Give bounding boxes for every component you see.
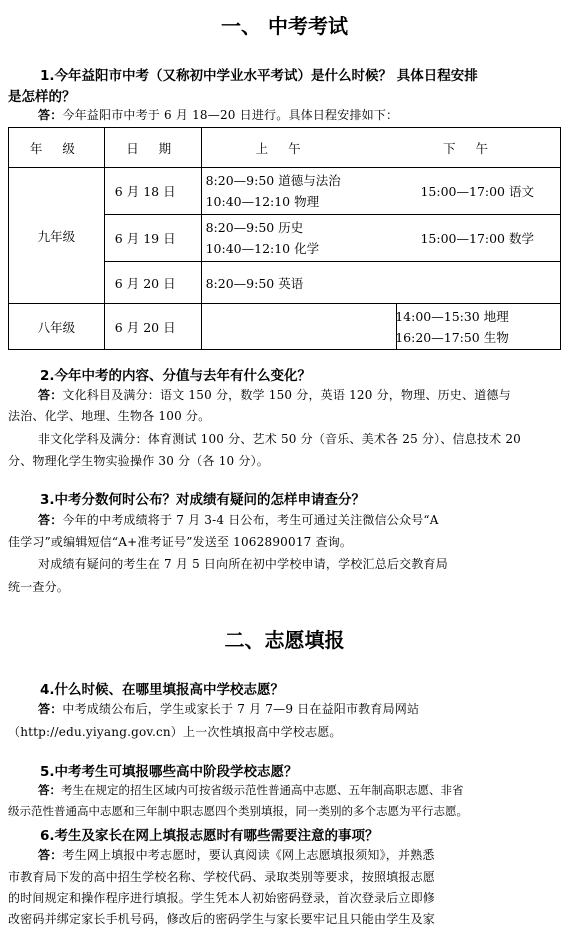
question-1-title-line2: 是怎样的？ xyxy=(8,89,76,105)
date-cell: 6 月 20 日 xyxy=(104,262,201,304)
exam-schedule-table xyxy=(8,127,561,350)
answer-text: 考生在规定的招生区域内可按省级示范性普通高中志愿、五年制高职志愿、非省 xyxy=(61,783,464,797)
grade-9-cell: 九年级 xyxy=(9,168,105,304)
question-2-line4: 分、物理化学生物实验操作 30 分（各 10 分）。 xyxy=(8,454,269,468)
header-date: 日 期 xyxy=(104,128,201,168)
question-3-line3: 对成绩有疑问的考生在 7 月 5 日向所在初中学校申请，学校汇总后交教育局 xyxy=(38,557,448,571)
morning-slot: 8:20—9:50 道德与法治 xyxy=(205,173,341,188)
question-6-title: 6.考生及家长在网上填报志愿时有哪些需要注意的事项？ xyxy=(40,828,379,844)
afternoon-slots xyxy=(395,306,556,348)
schedule-cell: 8:20—9:50 英语 xyxy=(201,262,560,304)
question-3-title: 3.中考分数何时公布？对成绩有疑问的怎样申请查分？ xyxy=(40,492,366,508)
answer-label: 答： xyxy=(38,848,63,862)
table-row xyxy=(9,168,561,215)
afternoon-slot: 14:00—15:30 地理 xyxy=(395,308,509,324)
question-2-line2: 法治、化学、地理、生物各 100 分。 xyxy=(8,409,211,423)
header-afternoon: 下 午 xyxy=(443,140,496,156)
schedule-cell xyxy=(201,215,560,262)
question-1-answer xyxy=(38,106,398,123)
afternoon-cell xyxy=(397,304,561,350)
question-5-title: 5.中考考生可填报哪些高中阶段学校志愿？ xyxy=(40,764,298,780)
question-6-line1 xyxy=(38,846,435,863)
answer-text: 考生网上填报中考志愿时，要认真阅读《网上志愿填报须知》，并熟悉 xyxy=(62,848,435,862)
answer-label: 答： xyxy=(38,702,63,716)
question-6-line2: 市教育局下发的高中招生学校名称、学校代码、录取类别等要求，按照填报志愿 xyxy=(8,870,436,884)
question-6-line4: 改密码并绑定家长手机号码，修改后的密码学生与家长要牢记且只能由学生及家 xyxy=(8,912,436,926)
afternoon-slot: 15:00—17:00 数学 xyxy=(420,231,534,246)
question-2-line3: 非文化学科及满分：体育测试 100 分、艺术 50 分（音乐、美术各 25 分）、信息技术 20 xyxy=(38,432,522,446)
afternoon-slot: 16:20—17:50 生物 xyxy=(395,329,509,345)
answer-label: 答： xyxy=(38,388,63,402)
table-header-row xyxy=(9,128,561,168)
question-2-title: 2.今年中考的内容、分值与去年有什么变化？ xyxy=(40,368,312,384)
date-cell: 6 月 18 日 xyxy=(104,168,201,215)
section-1-title: 一、 中考考试 xyxy=(221,14,348,38)
answer-label: 答： xyxy=(38,108,63,122)
answer-text: 今年益阳市中考于 6 月 18—20 日进行。具体日程安排如下： xyxy=(62,108,399,122)
morning-slots xyxy=(206,217,320,259)
header-grade: 年 级 xyxy=(9,128,105,168)
question-3-line2: 佳学习”或编辑短信“A+准考证号”发送至 1062890017 查询。 xyxy=(8,535,353,549)
question-4-line2: （http://edu.yiyang.gov.cn）上一次性填报高中学校志愿。 xyxy=(8,725,342,739)
header-morning: 上 午 xyxy=(255,140,309,156)
table-row xyxy=(9,304,561,350)
schedule-cell xyxy=(201,168,560,215)
answer-label: 答： xyxy=(38,513,63,527)
question-4-title: 4.什么时候、在哪里填报高中学校志愿？ xyxy=(40,682,285,698)
question-2-line1 xyxy=(38,386,511,403)
question-4-line1 xyxy=(38,700,419,717)
date-cell: 6 月 19 日 xyxy=(104,215,201,262)
morning-slot: 10:40—12:10 物理 xyxy=(205,194,320,209)
answer-text: 文化科目及满分：语文 150 分，数学 150 分，英语 120 分，物理、历史、道德与 xyxy=(62,388,511,402)
question-5-line2: 级示范性普通高中志愿和三年制中职志愿四个类别填报，同一类别的多个志愿为平行志愿。 xyxy=(8,804,468,818)
morning-slot: 10:40—12:10 化学 xyxy=(205,241,320,256)
answer-label: 答： xyxy=(38,783,61,797)
question-3-line4: 统一查分。 xyxy=(8,580,70,594)
question-3-line1 xyxy=(38,511,439,528)
question-5-line1 xyxy=(38,782,464,798)
morning-cell xyxy=(201,304,397,350)
morning-slot: 8:20—9:50 历史 xyxy=(205,220,304,235)
question-1-title-line1: 1.今年益阳市中考（又称初中学业水平考试）是什么时候？ 具体日程安排 xyxy=(40,68,478,84)
header-morning-afternoon xyxy=(201,128,560,168)
answer-text: 中考成绩公布后，学生或家长于 7 月 7—9 日在益阳市教育局网站 xyxy=(62,702,420,716)
date-cell: 6 月 20 日 xyxy=(104,304,201,350)
question-6-line3: 的时间规定和操作程序进行填报。学生凭本人初始密码登录，首次登录后立即修 xyxy=(8,891,436,905)
grade-8-cell: 八年级 xyxy=(9,304,105,350)
answer-text: 今年的中考成绩将于 7 月 3-4 日公布，考生可通过关注微信公众号“A xyxy=(62,513,439,527)
afternoon-slot: 15:00—17:00 语文 xyxy=(420,184,534,199)
section-2-title: 二、志愿填报 xyxy=(224,628,345,652)
morning-slots xyxy=(206,170,341,212)
